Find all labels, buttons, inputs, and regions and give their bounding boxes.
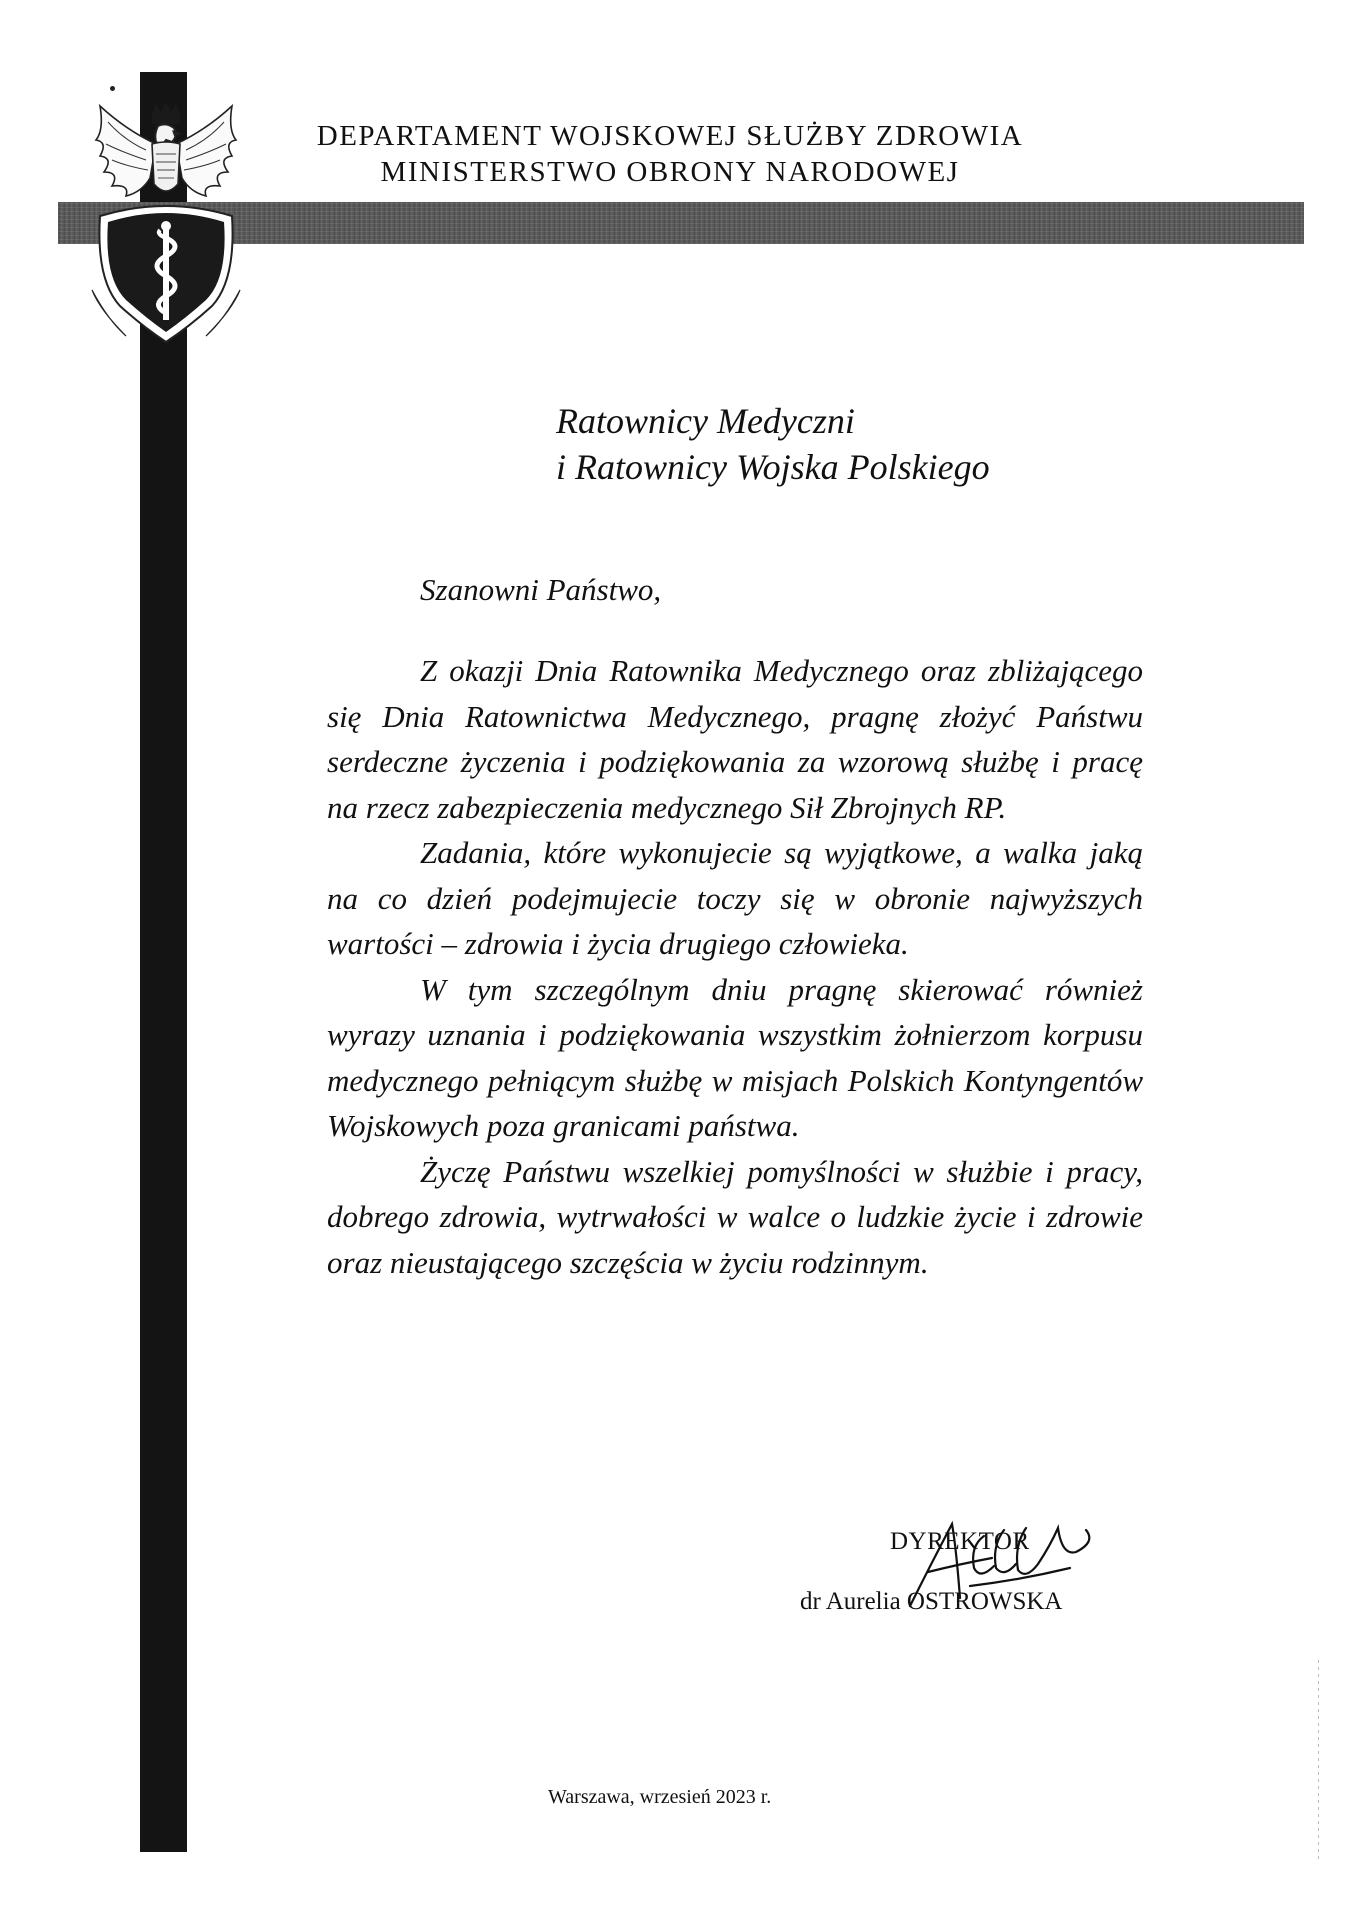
signatory-title: DYREKTOR: [890, 1528, 1030, 1555]
handwritten-signature-icon: [900, 1506, 1100, 1616]
eagle-shield-emblem-icon: [86, 100, 246, 370]
place-and-date: Warszawa, wrzesień 2023 r.: [548, 1786, 772, 1808]
body-paragraph: Zadania, które wykonujecie są wyjątkowe, a walka jaką na co dzień podejmujecie toczy się w obronie najwyższych wartości – zdrowia i życia drugiego człowieka.: [327, 835, 1143, 961]
signature-block: [800, 1528, 1140, 1638]
salutation: Szanowni Państwo,: [420, 572, 662, 607]
body-paragraph: W tym szczególnym dniu pragnę skierować również wyrazy uznania i podziękowania wszystkim żołnierzom korpusu medycznego pełniącym służbę w misjach Polskich Kontyngentów Wojskowych poza granicami państwa.: [327, 971, 1143, 1143]
letterhead-line-2: MINISTERSTWO OBRONY NARODOWEJ: [380, 156, 960, 188]
scan-edge-artifact: [1318, 1660, 1319, 1860]
addressee-line-2: i Ratownicy Wojska Polskiego: [556, 447, 990, 487]
body-paragraph: Życzę Państwu wszelkiej pomyślności w służbie i pracy, dobrego zdrowia, wytrwałości w walce o ludzkie życie i zdrowie oraz nieustającego szczęścia w życiu rodzinnym.: [327, 1153, 1143, 1280]
signatory-name: dr Aurelia OSTROWSKA: [800, 1588, 1063, 1615]
addressee-block: [556, 398, 1156, 490]
addressee-line-1: Ratownicy Medyczni: [556, 401, 855, 441]
letterhead-line-1: DEPARTAMENT WOJSKOWEJ SŁUŻBY ZDROWIA: [316, 120, 1024, 152]
body-paragraph: Z okazji Dnia Ratownika Medycznego oraz zbliżającego się Dnia Ratownictwa Medycznego, pragnę złożyć Państwu serdeczne życzenia i podziękowania za wzorową służbę i pracę na rzecz zabezpieczenia medycznego Sił Zbrojnych RP.: [327, 653, 1143, 825]
letter-body: [327, 648, 1143, 1285]
letterhead-header: [240, 118, 1100, 190]
scan-speck: [110, 86, 115, 91]
